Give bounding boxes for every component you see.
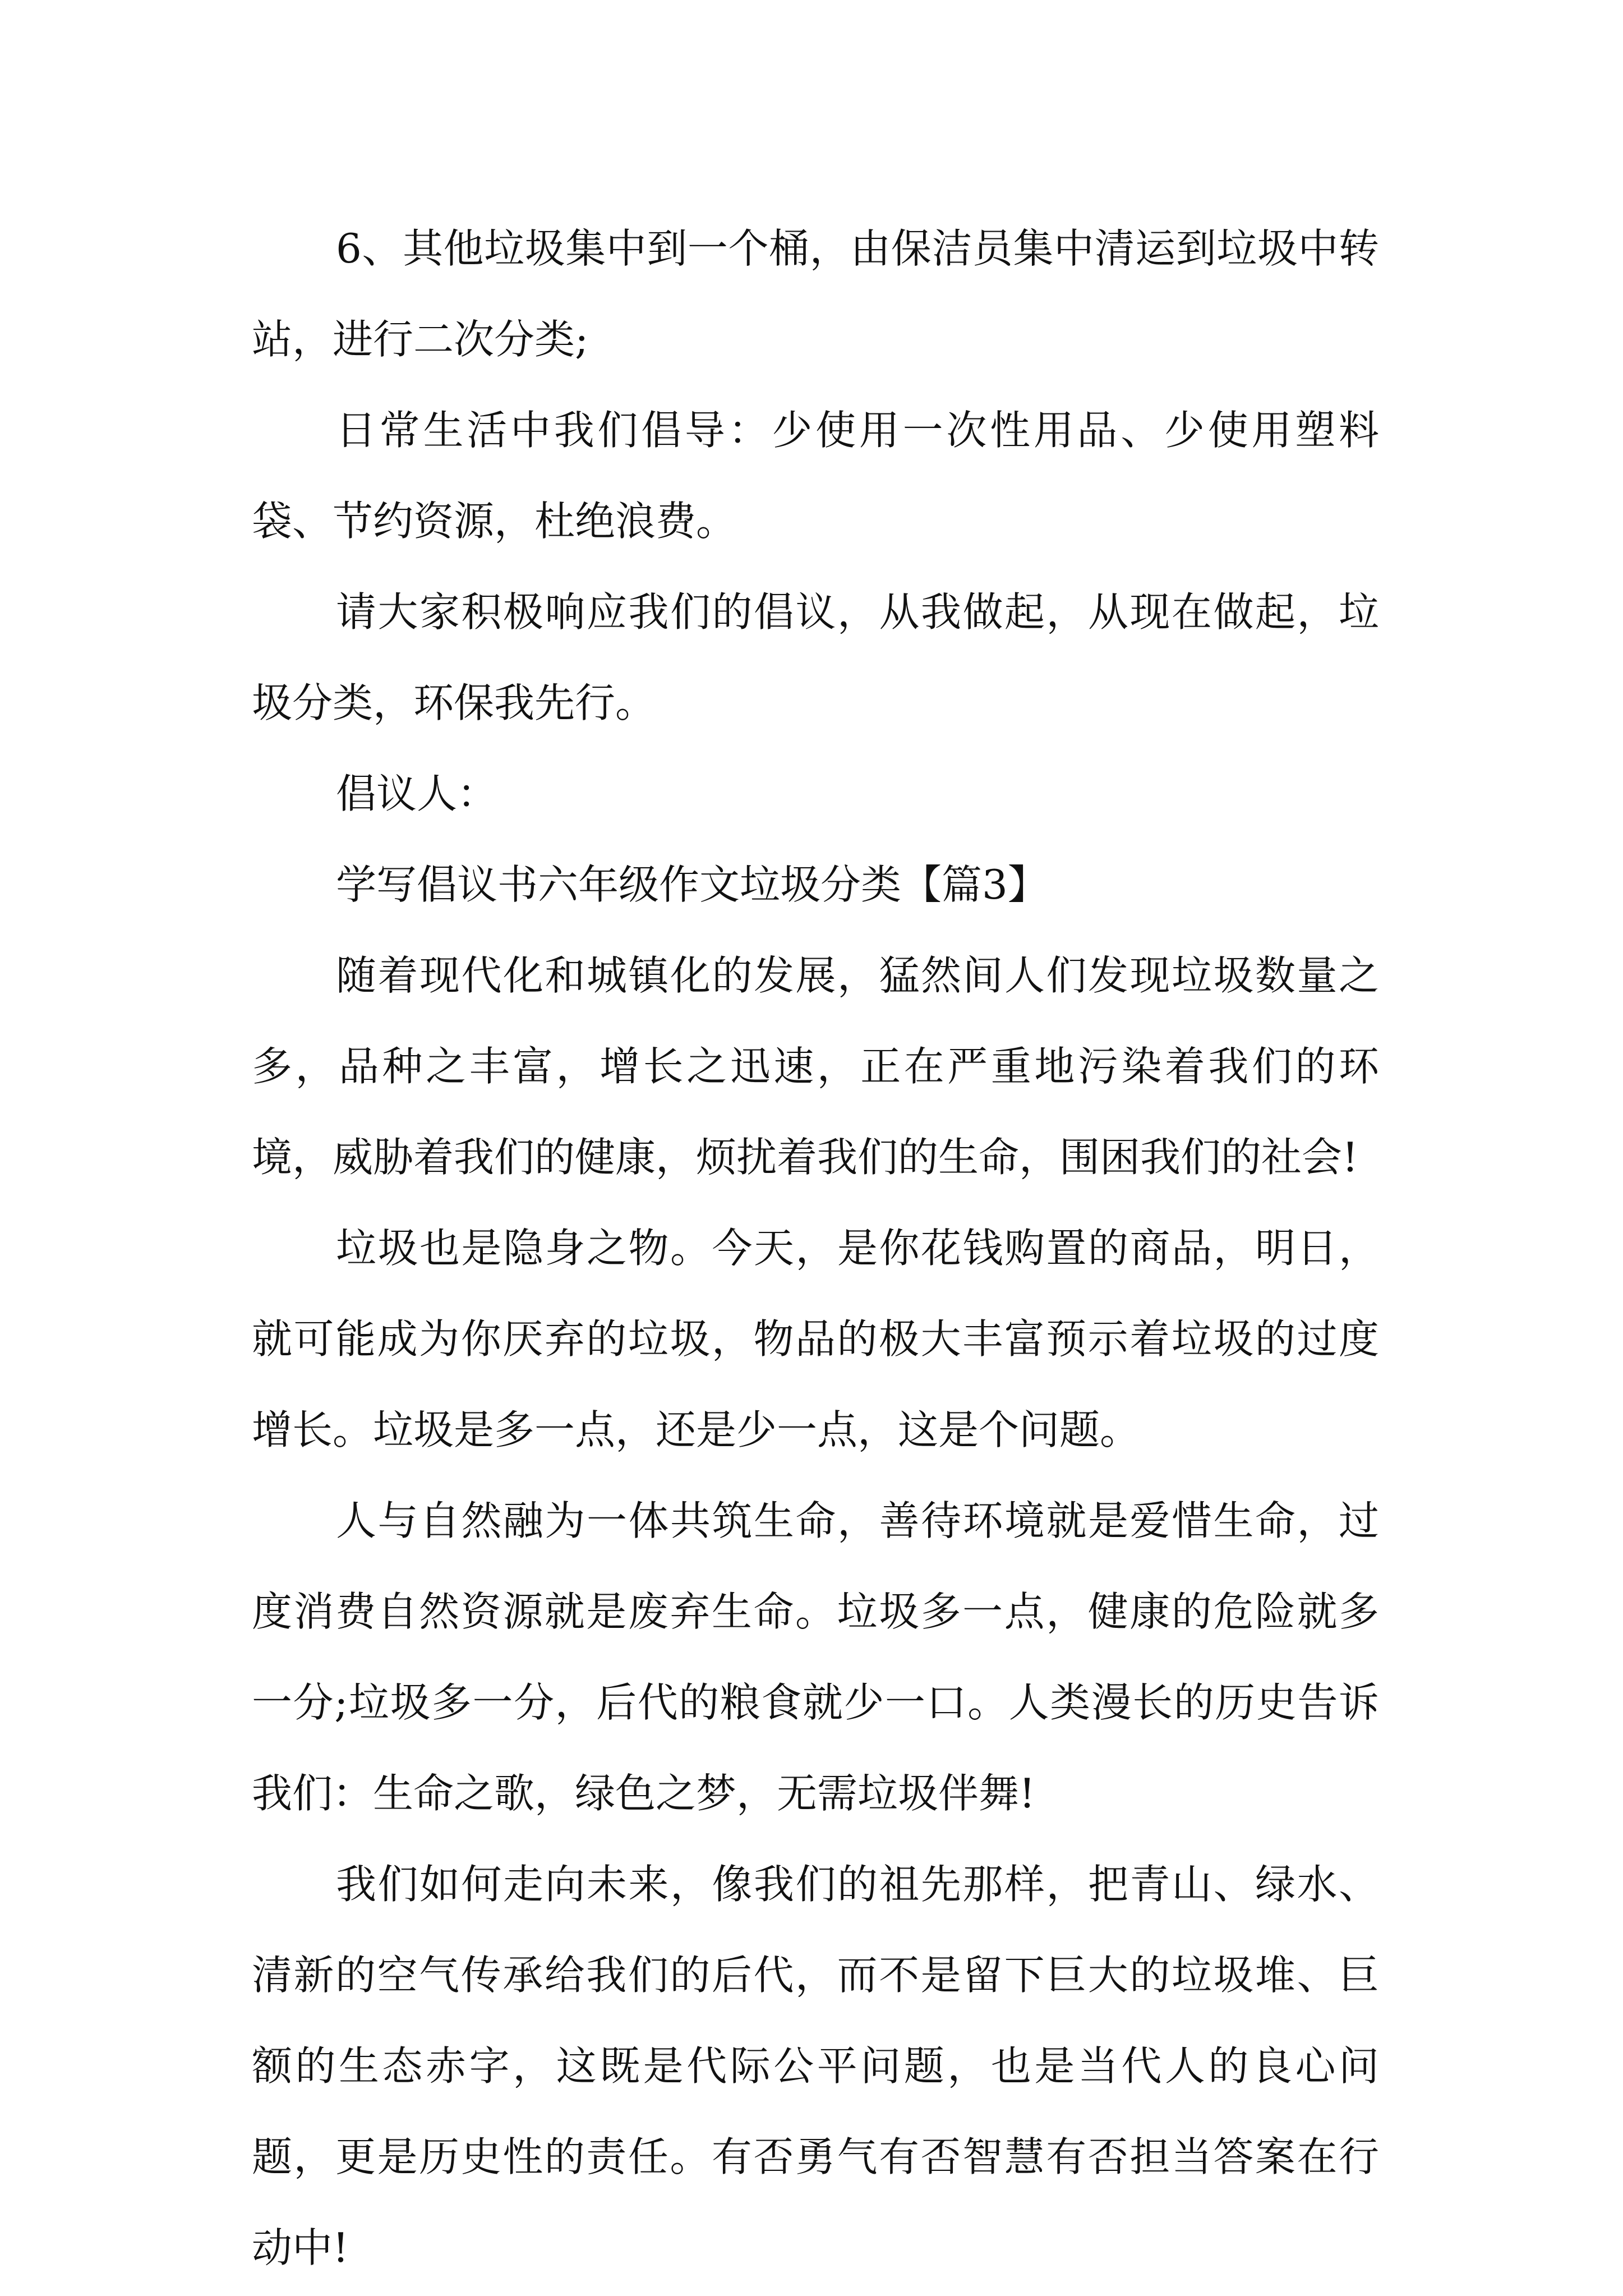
section-heading: 学写倡议书六年级作文垃圾分类【篇3】 bbox=[336, 861, 1048, 908]
paragraph-hidden-object: 垃圾也是隐身之物。今天，是你花钱购置的商品，明日，就可能成为你厌弃的垃圾，物品的极大丰富预示着垃圾的过度增长。垃圾是多一点，还是少一点，这是个问题。 bbox=[252, 1225, 1379, 1453]
paragraph-intro: 随着现代化和城镇化的发展，猛然间人们发现垃圾数量之多，品种之丰富，增长之迅速，正在严重地污染着我们的环境，威胁着我们的健康，烦扰着我们的生命，围困我们的社会! bbox=[252, 952, 1379, 1181]
document-body bbox=[252, 203, 1379, 2293]
paragraph-call-to-action: 请大家积极响应我们的倡议，从我做起，从现在做起，垃圾分类，环保我先行。 bbox=[252, 588, 1379, 726]
paragraph-nature: 人与自然融为一体共筑生命，善待环境就是爱惜生命，过度消费自然资源就是废弃生命。垃圾多一点，健康的危险就多一分;垃圾多一分，后代的粮食就少一口。人类漫长的历史告诉我们：生命之歌，绿色之梦，无需垃圾伴舞! bbox=[252, 1497, 1379, 1817]
paragraph-advocacy: 日常生活中我们倡导：少使用一次性用品、少使用塑料袋、节约资源，杜绝浪费。 bbox=[252, 407, 1379, 545]
paragraph-signatory: 倡议人： bbox=[336, 770, 498, 817]
paragraph-future: 我们如何走向未来，像我们的祖先那样，把青山、绿水、清新的空气传承给我们的后代，而不是留下巨大的垃圾堆、巨额的生态赤字，这既是代际公平问题，也是当代人的良心问题，更是历史性的责任。有否勇气有否智慧有否担当答案在行动中! bbox=[252, 1861, 1379, 2271]
paragraph-item-6: 6、其他垃圾集中到一个桶，由保洁员集中清运到垃圾中转站，进行二次分类; bbox=[252, 225, 1379, 363]
